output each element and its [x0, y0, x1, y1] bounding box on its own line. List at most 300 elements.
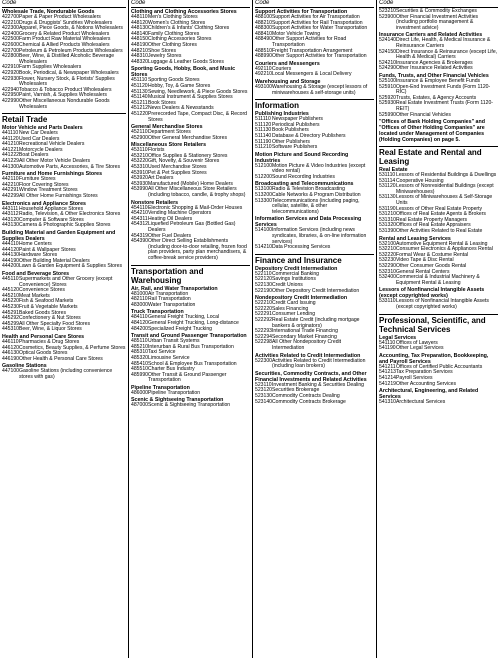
naics-description: Video Tape & Disc Rental [396, 257, 454, 264]
naics-code: 484110 [131, 314, 148, 321]
naics-description: Luggage & Leather Goods Stores [148, 58, 224, 65]
naics-description: Art Dealers [148, 175, 174, 182]
naics-code: 448120 [131, 19, 148, 26]
naics-description: Other Support Activities for Transportation [272, 53, 367, 60]
subsector-heading: Couriers and Messengers [255, 60, 320, 67]
naics-description: Payroll Services [396, 374, 433, 381]
naics-code: 522293 [255, 328, 272, 335]
subsector-heading: Insurance Carriers and Related Activities [379, 32, 483, 39]
naics-code: 441300 [2, 163, 19, 170]
naics-code: 446110 [2, 338, 19, 345]
naics-description: Other Health & Personal Care Stores [19, 355, 103, 362]
subsector-heading: Clothing and Clothing Accessories Stores [131, 9, 237, 15]
naics-code: 511130 [255, 127, 272, 134]
naics-description: Air Transportation [148, 290, 189, 297]
naics-description: Savings Institutions [272, 276, 316, 283]
naics-description: Periodical Publishers [272, 121, 320, 128]
naics-description: Cosmetics, Beauty Supplies, & Perfume Stores [19, 344, 126, 351]
naics-code: 453990 [131, 186, 148, 193]
naics-description: Tax Preparation Services [396, 369, 453, 376]
naics-code: 485410 [131, 360, 148, 367]
code-row [2, 357, 126, 363]
naics-description: Other Depository Credit Intermediation [272, 287, 360, 294]
naics-code: 531130 [379, 194, 396, 201]
naics-code: 422600 [2, 41, 19, 48]
naics-code: 541211 [379, 363, 396, 370]
naics-description: All Other Miscellaneous Store Retailers (including tobacco, candle, & trophy shops) [148, 186, 246, 199]
naics-code: 451220 [131, 110, 148, 117]
naics-description: Hobby, Toy, & Game Stores [148, 82, 211, 89]
naics-description: Book, Periodical, & Newspaper Wholesalers [19, 69, 119, 76]
naics-code: 488490 [255, 36, 272, 43]
naics-description: Real Estate Credit (including mortgage bankers & originators) [272, 316, 360, 329]
naics-code: 485320 [131, 354, 148, 361]
naics-code: 486000 [131, 389, 148, 396]
naics-code: 444130 [2, 252, 19, 259]
naics-code: 422940 [2, 86, 19, 93]
naics-code: 533110 [379, 298, 396, 305]
code-row [255, 85, 374, 96]
naics-code: 443130 [2, 222, 19, 229]
naics-code: 442210 [2, 181, 19, 188]
naics-code: 444190 [2, 257, 19, 264]
subsector-heading: Depository Credit Intermediation [255, 265, 338, 272]
naics-code: 453310 [131, 164, 148, 171]
subsector-heading: Activities Related to Credit Intermediation [255, 352, 361, 359]
naics-description: Direct Life, Health, & Medical Insurance & Reinsurance Carriers [396, 37, 491, 49]
subsector-heading: General Merchandise Stores [131, 124, 203, 131]
code-row [255, 289, 374, 295]
naics-description: Support Activities for Rail Transportation [272, 19, 363, 26]
naics-description: Heating Oil Dealers [148, 215, 193, 222]
naics-code: 441229 [2, 158, 19, 165]
naics-description: Lessors of Residential Buildings & Dwellings [396, 172, 497, 179]
naics-description: Women's Clothing Stores [148, 19, 206, 26]
code-row [255, 37, 374, 48]
subsector-heading: Legal Services [379, 334, 417, 341]
naics-description: Database & Directory Publishers [272, 132, 346, 139]
naics-code: 445299 [2, 320, 19, 327]
naics-description: Pet & Pet Supplies Stores [148, 169, 207, 176]
code-row [379, 229, 498, 235]
code-row [2, 369, 126, 380]
naics-description: Commodity Contracts Dealing [272, 392, 340, 399]
naics-code: 488410 [255, 30, 272, 37]
naics-code: 485110 [131, 338, 148, 345]
code-row [379, 38, 498, 49]
naics-description: Clothing Accessories Stores [148, 36, 212, 43]
naics-description: Insurance Agencies & Brokerages [396, 59, 473, 66]
naics-code: 485210 [131, 343, 148, 350]
naics-description: Hardware Stores [19, 252, 58, 259]
naics-description: Scenic & Sightseeing Transportation [148, 402, 231, 409]
naics-code: 524290 [379, 65, 396, 72]
code-row [255, 359, 374, 370]
naics-code: 444120 [2, 246, 19, 253]
naics-description: Cooperative Housing [396, 177, 444, 184]
subsector-heading: Information Services and Data Processing Services [255, 216, 362, 229]
naics-code: 532210 [379, 246, 396, 253]
naics-description: Grocery & Related Product Wholesalers [19, 30, 110, 37]
code-row [255, 340, 374, 351]
naics-code: 422210 [2, 19, 19, 26]
naics-code: 524210 [379, 59, 396, 66]
naics-description: Lessors of Nonfinancial Intangible Assets (except copyrighted works) [396, 298, 489, 310]
code-row [255, 245, 374, 251]
naics-description: Other Publishers [272, 138, 310, 145]
code-row [131, 403, 250, 409]
naics-description: Paint, Varnish, & Supplies Wholesalers [19, 92, 107, 99]
naics-code: 451110 [131, 77, 148, 84]
naics-description: Drugs & Druggists' Sundries Wholesalers [19, 19, 113, 26]
naics-code: 492210 [255, 71, 272, 78]
naics-code: 522292 [255, 316, 272, 323]
naics-description: Convenience Stores [19, 287, 65, 294]
subsector-heading: Furniture and Home Furnishings Stores [2, 171, 103, 178]
naics-code: 483000 [131, 301, 148, 308]
subsector-heading: Wholesale Trade, Nondurable Goods [2, 9, 95, 15]
naics-code: 523110 [255, 381, 272, 388]
naics-description: Other General Merchandise Stores [148, 134, 227, 141]
naics-description: General Freight Trucking, Local [148, 314, 220, 321]
naics-code: 453110 [131, 147, 148, 154]
subsector-heading: Securities, Commodity Contracts, and Other Financial Investments and Related Activities [255, 370, 367, 383]
naics-code: 448320 [131, 58, 148, 65]
naics-description: All Other Motor Vehicle Dealers [19, 158, 91, 165]
naics-description: Consumer Lending [272, 311, 316, 318]
naics-description: Lawn & Garden Equipment & Supplies Stores [19, 263, 123, 270]
naics-code: 445230 [2, 303, 19, 310]
code-row [379, 195, 498, 206]
naics-description: Radio & Television Broadcasting [272, 186, 345, 193]
naics-description: Sound Recording Industries [272, 173, 335, 180]
naics-description: Charter Bus Industry [148, 366, 195, 373]
naics-description: Recreational Vehicle Dealers [19, 141, 85, 148]
code-row [255, 54, 374, 60]
naics-code: 541310 [379, 399, 396, 406]
naics-code: 422300 [2, 25, 19, 32]
naics-description: Liquefied Petroleum Gas (Bottled Gas) Dealers [148, 221, 236, 233]
naics-code: 488100 [255, 14, 272, 20]
code-row [255, 175, 374, 181]
naics-code: 531190 [379, 205, 396, 212]
naics-code: 451211 [131, 99, 148, 106]
naics-description: Warehousing & Storage (except lessors of miniwarehouses & self-storage units) [272, 83, 368, 96]
naics-code: 541219 [379, 380, 396, 387]
naics-code: 522130 [255, 282, 272, 288]
code-row [131, 391, 250, 397]
naics-code: 522300 [255, 357, 272, 364]
code-row [131, 136, 250, 142]
naics-description: Securities & Commodity Exchanges [396, 8, 477, 14]
naics-code: 445310 [2, 326, 19, 333]
naics-description: Open-End Investment Funds (Form 1120-RIC) [396, 83, 491, 96]
naics-description: Credit Card Issuing [272, 300, 316, 307]
naics-code: 442291 [2, 187, 19, 194]
code-row [379, 113, 498, 119]
naics-code: 488300 [255, 25, 272, 32]
naics-code: 445210 [2, 292, 19, 299]
naics-code: 522210 [255, 300, 272, 307]
subsector-heading: Gasoline Stations [2, 363, 47, 370]
column-3 [252, 0, 376, 658]
naics-description: Other Legal Services [396, 345, 444, 352]
naics-code: 446190 [2, 355, 19, 362]
naics-code: 448190 [131, 41, 148, 48]
naics-code: 511140 [255, 132, 272, 139]
naics-code: 514210 [255, 244, 272, 251]
naics-description: Credit Unions [272, 282, 303, 288]
naics-description: Commercial & Industrial Machinery & Equipment Rental & Leasing [396, 274, 480, 286]
naics-code: 541190 [379, 345, 396, 352]
naics-description: Camera & Photographic Supplies Stores [19, 222, 111, 229]
naics-code: 541214 [379, 374, 396, 381]
naics-description: Meat Markets [19, 292, 50, 299]
column-1 [0, 0, 128, 658]
naics-code: 524140 [379, 37, 396, 44]
naics-code: 511190 [255, 138, 272, 145]
naics-description: Cable Networks & Program Distribution [272, 192, 361, 199]
naics-description: Pipeline Transportation [148, 389, 201, 396]
naics-code: 512200 [255, 173, 272, 180]
naics-description: Other Support Activities for Road Transportation [272, 36, 347, 48]
naics-description: Lessors of Miniwarehouses & Self-Storage Units [396, 194, 493, 207]
naics-code: 523120 [255, 387, 272, 394]
naics-description: Sales Financing [272, 305, 309, 312]
naics-code: 513300 [255, 197, 272, 204]
naics-description: Other Clothing Stores [148, 41, 197, 48]
naics-description: Petroleum & Petroleum Products Wholesalers [19, 47, 123, 54]
naics-code: 454390 [131, 238, 148, 245]
subsector-heading: Funds, Trusts, and Other Financial Vehicles [379, 72, 489, 79]
naics-description: General Freight Trucking, Long-distance [148, 319, 239, 326]
naics-code: 451212 [131, 105, 148, 112]
naics-description: Confectionery & Nut Stores [19, 315, 81, 322]
code-row [2, 165, 126, 171]
naics-code: 446120 [2, 344, 19, 351]
naics-description: Other Consumer Goods Rental [396, 263, 467, 269]
naics-description: Optical Goods Stores [19, 350, 68, 357]
code-row [255, 145, 374, 151]
naics-description: Investment Banking & Securities Dealing [272, 381, 365, 388]
naics-code: 453930 [131, 180, 148, 187]
naics-code: 523130 [255, 392, 272, 399]
sector-heading: Retail Trade [2, 113, 126, 124]
naics-code: 532100 [379, 240, 396, 247]
naics-code: 422400 [2, 30, 19, 37]
naics-description: Computer & Software Stores [19, 216, 84, 223]
naics-description: Other Direct Selling Establishments (including door-to-door retailing, frozen food plan providers, party plan merchandisers, & coffee-break service providers) [148, 238, 247, 261]
naics-code: 525910 [379, 83, 396, 90]
naics-description: Gasoline Stations (including convenience stores with gas) [19, 368, 113, 380]
naics-description: Apparel, Piece Goods, & Notions Wholesalers [19, 25, 123, 32]
naics-description: Securities Brokerage [272, 387, 320, 394]
naics-description: Tobacco & Tobacco Product Wholesalers [19, 86, 112, 93]
code-row [255, 72, 374, 78]
subsector-heading: Accounting, Tax Preparation, Bookkeeping, and Payroll Services [379, 352, 489, 365]
naics-description: Offices of Certified Public Accountants [396, 363, 483, 370]
naics-description: Used Merchandise Stores [148, 164, 207, 171]
subsector-heading: Food and Beverage Stores [2, 270, 70, 277]
subsector-heading: Publishing Industries [255, 111, 309, 118]
naics-code: 487000 [131, 402, 148, 409]
naics-code: 422800 [2, 53, 19, 60]
naics-description: Water Transportation [148, 301, 196, 308]
naics-code: 448210 [131, 47, 148, 54]
naics-code: 453920 [131, 175, 148, 182]
subsector-heading: Real Estate [379, 167, 408, 174]
naics-code: 454312 [131, 221, 148, 228]
naics-description: Sporting Goods Stores [148, 77, 200, 84]
naics-description: Offices of Real Estate Appraisers [396, 222, 471, 229]
naics-description: Jewelry Stores [148, 53, 182, 60]
naics-description: Florists [148, 147, 165, 154]
naics-description: Real Estate Investment Trusts (Form 1120-REIT) [396, 100, 494, 112]
code-row [131, 112, 250, 123]
naics-description: Paper & Paper Product Wholesalers [19, 14, 101, 20]
code-row [131, 222, 250, 233]
naics-description: Architectural Services [396, 399, 446, 406]
naics-description: Farm Supplies Wholesalers [19, 64, 82, 71]
subsector-heading: Air, Rail, and Water Transportation [131, 285, 218, 292]
naics-code: 525990 [379, 111, 396, 118]
naics-code: 482110 [131, 296, 148, 303]
naics-description: Shoe Stores [148, 47, 177, 54]
naics-code: 452900 [131, 134, 148, 141]
code-row [379, 382, 498, 388]
sector-heading: Professional, Scientific, and Technical Services [379, 314, 498, 334]
subsector-heading: Truck Transportation [131, 309, 184, 316]
subsector-heading: Motor Vehicle and Parts Dealers [2, 125, 83, 132]
naics-description: Trusts, Estates, & Agency Accounts [396, 94, 477, 101]
naics-code: 422920 [2, 69, 19, 76]
naics-code: 522298 [255, 339, 272, 346]
naics-description: Fruit & Vegetable Markets [19, 303, 78, 310]
naics-code: 444110 [2, 241, 19, 247]
naics-description: Telecommunications (including paging, cellular, satellite, & other telecommunications) [272, 197, 360, 215]
naics-code: 488210 [255, 19, 272, 26]
naics-code: 422700 [2, 14, 19, 20]
naics-description: Software Publishers [272, 144, 318, 151]
naics-description: All Other Home Furnishings Stores [19, 193, 98, 200]
naics-description: Electronic Shopping & Mail-Order Houses [148, 204, 243, 211]
naics-code: 453210 [131, 152, 148, 159]
naics-description: All Other Nondepository Credit Intermediation [272, 339, 342, 351]
naics-description: Support Activities for Air Transportation [272, 14, 360, 20]
code-row [379, 15, 498, 32]
naics-description: Baked Goods Stores [19, 309, 67, 316]
naics-description: Other Miscellaneous Nondurable Goods Wholesalers [19, 97, 110, 110]
naics-description: Taxi Service [148, 349, 176, 356]
naics-code: 451120 [131, 82, 148, 89]
naics-description: Activities Related to Credit Intermediation (including loan brokers) [272, 357, 366, 370]
column-2 [128, 0, 252, 658]
naics-code: 454311 [131, 215, 148, 222]
naics-code: 485510 [131, 366, 148, 373]
naics-code: 492110 [255, 65, 272, 72]
code-row [131, 373, 250, 384]
naics-description: Office Supplies & Stationery Stores [148, 152, 228, 159]
naics-code: 443120 [2, 216, 19, 223]
naics-code: 448150 [131, 36, 148, 43]
naics-description: Other Financial Investment Activities (including portfolio management & investment advice) [396, 13, 479, 31]
naics-description: Vending Machine Operators [148, 210, 212, 217]
naics-description: Window Treatment Stores [19, 187, 78, 194]
subsector-heading: Sporting Goods, Hobby, Book, and Music Stores [131, 66, 236, 79]
naics-code: 422910 [2, 64, 19, 71]
naics-description: Beer, Wine, & Distilled Alcoholic Beverage Wholesalers [19, 53, 115, 65]
naics-description: Other Insurance Related Activities [396, 65, 473, 72]
naics-code: 514100 [255, 227, 272, 234]
naics-description: Department Stores [148, 129, 191, 136]
naics-description: News Dealers & Newsstands [148, 105, 214, 112]
code-row [379, 101, 498, 112]
naics-code: 451140 [131, 94, 148, 101]
naics-code: 445110 [2, 275, 19, 282]
subsector-heading: Transit and Ground Passenger Transportation [131, 333, 247, 340]
naics-code: 488990 [255, 53, 272, 60]
naics-code: 523140 [255, 398, 272, 405]
naics-description: Freight Transportation Arrangement [272, 47, 353, 54]
naics-description: Offices of Real Estate Agents & Brokers [396, 211, 486, 218]
naics-description: Automotive Equipment Rental & Leasing [396, 240, 488, 247]
naics-description: Rail Transportation [148, 296, 191, 303]
naics-code: 484200 [131, 325, 148, 332]
naics-description: Other Financial Vehicles [396, 111, 451, 118]
subsector-heading: Motion Picture and Sound Recording Industries [255, 151, 349, 164]
code-row [379, 346, 498, 352]
naics-code: 488510 [255, 47, 272, 54]
subsector-heading: Scenic & Sightseeing Transportation [131, 397, 224, 404]
naics-description: Sewing, Needlework, & Piece Goods Stores [148, 88, 248, 95]
naics-code: 453220 [131, 158, 148, 165]
naics-description: Manufactured (Mobile) Home Dealers [148, 180, 233, 187]
naics-description: Secondary Market Financing [272, 333, 337, 340]
naics-code: 513200 [255, 192, 272, 199]
naics-code: 441210 [2, 141, 19, 148]
naics-description: Interurban & Rural Bus Transportation [148, 343, 234, 350]
naics-description: Men's Clothing Stores [148, 14, 198, 20]
naics-code: 531390 [379, 228, 396, 235]
naics-description: Specialized Freight Trucking [148, 325, 212, 332]
naics-description: Consumer Electronics & Appliances Rental [396, 246, 493, 253]
naics-description: Motor Vehicle Towing [272, 30, 321, 37]
naics-description: Book Stores [148, 99, 176, 106]
naics-description: Other Transit & Ground Passenger Transportation [148, 371, 227, 384]
subsector-heading: Broadcasting and Telecommunications [255, 181, 354, 188]
naics-code: 445120 [2, 287, 19, 294]
naics-code: 446130 [2, 350, 19, 357]
naics-code: 523900 [379, 13, 396, 20]
code-column-header: Code [131, 0, 250, 8]
code-row [255, 228, 374, 245]
naics-description: Family Clothing Stores [148, 30, 200, 37]
code-row [379, 299, 498, 310]
naics-description: Support Activities for Water Transportation [272, 25, 368, 32]
naics-code: 522220 [255, 305, 272, 312]
naics-code: 443112 [2, 211, 19, 218]
naics-code: 531210 [379, 211, 396, 218]
naics-code: 522190 [255, 287, 272, 294]
naics-description: Fish & Seafood Markets [19, 298, 74, 305]
naics-code: 481000 [131, 290, 148, 297]
naics-code: 484120 [131, 319, 148, 326]
naics-code: 522291 [255, 311, 272, 318]
naics-description: Farm Product Raw Material Wholesalers [19, 36, 111, 43]
naics-description: Automotive Parts, Accessories, & Tire Stores [19, 163, 121, 170]
naics-code: 448110 [131, 14, 148, 20]
naics-code: 511110 [255, 116, 271, 123]
